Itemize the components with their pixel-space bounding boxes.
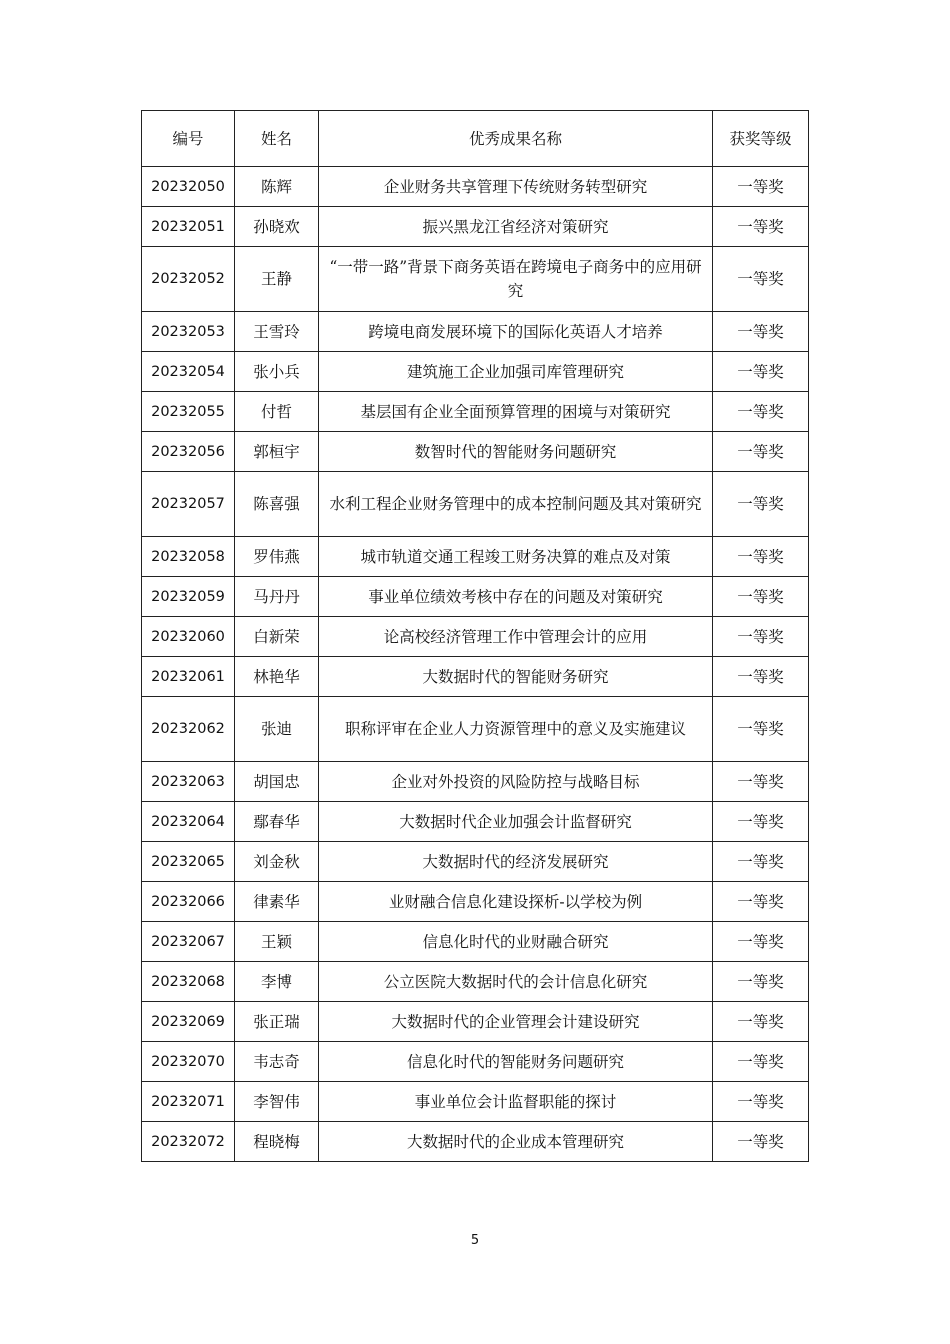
table-row	[142, 247, 809, 312]
table-row	[142, 617, 809, 657]
table-row	[142, 537, 809, 577]
cell-award: 一等奖	[713, 1122, 809, 1162]
cell-number: 20232061	[142, 657, 235, 697]
cell-award: 一等奖	[713, 472, 809, 537]
cell-award: 一等奖	[713, 392, 809, 432]
cell-title: 企业对外投资的风险防控与战略目标	[319, 762, 713, 802]
cell-number: 20232068	[142, 962, 235, 1002]
page-number: 5	[470, 1233, 480, 1248]
table-row	[142, 842, 809, 882]
table-row	[142, 432, 809, 472]
table-row	[142, 882, 809, 922]
cell-name: 王颖	[235, 922, 319, 962]
award-table	[141, 110, 809, 1162]
cell-name: 孙晓欢	[235, 207, 319, 247]
table-row	[142, 207, 809, 247]
cell-award: 一等奖	[713, 352, 809, 392]
cell-award: 一等奖	[713, 1082, 809, 1122]
table-row	[142, 1122, 809, 1162]
cell-award: 一等奖	[713, 882, 809, 922]
cell-award: 一等奖	[713, 432, 809, 472]
cell-award: 一等奖	[713, 207, 809, 247]
cell-award: 一等奖	[713, 247, 809, 312]
cell-name: 张迪	[235, 697, 319, 762]
cell-number: 20232056	[142, 432, 235, 472]
cell-number: 20232069	[142, 1002, 235, 1042]
cell-award: 一等奖	[713, 312, 809, 352]
cell-name: 李博	[235, 962, 319, 1002]
cell-award: 一等奖	[713, 617, 809, 657]
cell-title: 跨境电商发展环境下的国际化英语人才培养	[319, 312, 713, 352]
cell-award: 一等奖	[713, 962, 809, 1002]
cell-name: 刘金秋	[235, 842, 319, 882]
cell-title: 事业单位会计监督职能的探讨	[319, 1082, 713, 1122]
cell-title: 信息化时代的业财融合研究	[319, 922, 713, 962]
cell-title: 论高校经济管理工作中管理会计的应用	[319, 617, 713, 657]
cell-name: 陈辉	[235, 167, 319, 207]
cell-title: 数智时代的智能财务问题研究	[319, 432, 713, 472]
cell-title: 大数据时代的企业管理会计建设研究	[319, 1002, 713, 1042]
cell-name: 马丹丹	[235, 577, 319, 617]
table-row	[142, 762, 809, 802]
cell-award: 一等奖	[713, 537, 809, 577]
cell-number: 20232060	[142, 617, 235, 657]
cell-number: 20232062	[142, 697, 235, 762]
table-row	[142, 312, 809, 352]
cell-number: 20232067	[142, 922, 235, 962]
cell-name: 王静	[235, 247, 319, 312]
cell-award: 一等奖	[713, 657, 809, 697]
table-row	[142, 577, 809, 617]
cell-name: 林艳华	[235, 657, 319, 697]
cell-title: 大数据时代的经济发展研究	[319, 842, 713, 882]
cell-number: 20232051	[142, 207, 235, 247]
cell-award: 一等奖	[713, 1042, 809, 1082]
cell-title: 建筑施工企业加强司库管理研究	[319, 352, 713, 392]
cell-award: 一等奖	[713, 697, 809, 762]
table-row	[142, 167, 809, 207]
cell-name: 陈喜强	[235, 472, 319, 537]
table-row	[142, 657, 809, 697]
cell-name: 韦志奇	[235, 1042, 319, 1082]
cell-title: “一带一路”背景下商务英语在跨境电子商务中的应用研究	[319, 247, 713, 312]
cell-name: 张小兵	[235, 352, 319, 392]
cell-award: 一等奖	[713, 922, 809, 962]
cell-name: 程晓梅	[235, 1122, 319, 1162]
cell-name: 郭桓宇	[235, 432, 319, 472]
cell-number: 20232065	[142, 842, 235, 882]
cell-award: 一等奖	[713, 1002, 809, 1042]
cell-title: 事业单位绩效考核中存在的问题及对策研究	[319, 577, 713, 617]
cell-award: 一等奖	[713, 762, 809, 802]
header-award: 获奖等级	[713, 111, 809, 167]
cell-title: 城市轨道交通工程竣工财务决算的难点及对策	[319, 537, 713, 577]
cell-title: 振兴黑龙江省经济对策研究	[319, 207, 713, 247]
header-name: 姓名	[235, 111, 319, 167]
cell-number: 20232050	[142, 167, 235, 207]
table-header-row	[142, 111, 809, 167]
table-row	[142, 1082, 809, 1122]
cell-award: 一等奖	[713, 842, 809, 882]
header-title: 优秀成果名称	[319, 111, 713, 167]
cell-number: 20232054	[142, 352, 235, 392]
cell-number: 20232053	[142, 312, 235, 352]
table-row	[142, 1002, 809, 1042]
cell-name: 律素华	[235, 882, 319, 922]
table-row	[142, 697, 809, 762]
cell-number: 20232071	[142, 1082, 235, 1122]
table-row	[142, 352, 809, 392]
table-row	[142, 392, 809, 432]
cell-name: 李智伟	[235, 1082, 319, 1122]
cell-title: 大数据时代企业加强会计监督研究	[319, 802, 713, 842]
table-row	[142, 962, 809, 1002]
cell-number: 20232066	[142, 882, 235, 922]
cell-name: 胡国忠	[235, 762, 319, 802]
cell-name: 鄢春华	[235, 802, 319, 842]
cell-number: 20232070	[142, 1042, 235, 1082]
cell-title: 大数据时代的智能财务研究	[319, 657, 713, 697]
cell-number: 20232059	[142, 577, 235, 617]
cell-title: 基层国有企业全面预算管理的困境与对策研究	[319, 392, 713, 432]
cell-name: 付哲	[235, 392, 319, 432]
table-row	[142, 922, 809, 962]
cell-name: 白新荣	[235, 617, 319, 657]
cell-title: 业财融合信息化建设探析-以学校为例	[319, 882, 713, 922]
cell-award: 一等奖	[713, 802, 809, 842]
cell-title: 大数据时代的企业成本管理研究	[319, 1122, 713, 1162]
cell-number: 20232064	[142, 802, 235, 842]
cell-title: 企业财务共享管理下传统财务转型研究	[319, 167, 713, 207]
cell-award: 一等奖	[713, 577, 809, 617]
header-number: 编号	[142, 111, 235, 167]
cell-name: 张正瑞	[235, 1002, 319, 1042]
cell-title: 水利工程企业财务管理中的成本控制问题及其对策研究	[319, 472, 713, 537]
cell-award: 一等奖	[713, 167, 809, 207]
cell-title: 职称评审在企业人力资源管理中的意义及实施建议	[319, 697, 713, 762]
cell-number: 20232063	[142, 762, 235, 802]
cell-number: 20232072	[142, 1122, 235, 1162]
table-row	[142, 472, 809, 537]
cell-name: 罗伟燕	[235, 537, 319, 577]
cell-number: 20232055	[142, 392, 235, 432]
cell-number: 20232058	[142, 537, 235, 577]
cell-number: 20232052	[142, 247, 235, 312]
cell-title: 公立医院大数据时代的会计信息化研究	[319, 962, 713, 1002]
cell-title: 信息化时代的智能财务问题研究	[319, 1042, 713, 1082]
cell-name: 王雪玲	[235, 312, 319, 352]
table-row	[142, 802, 809, 842]
cell-number: 20232057	[142, 472, 235, 537]
table-row	[142, 1042, 809, 1082]
